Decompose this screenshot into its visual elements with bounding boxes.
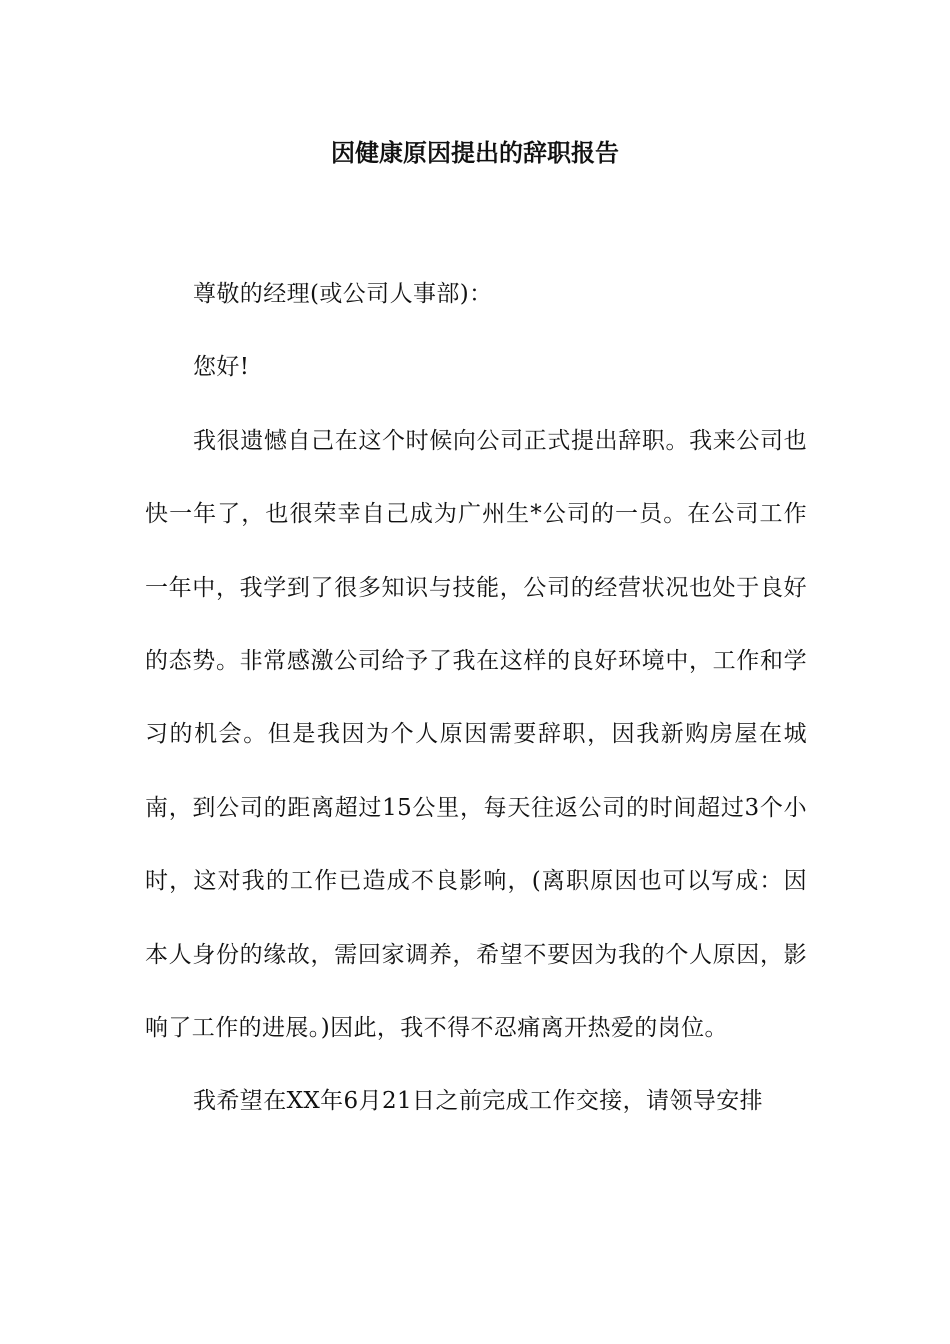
body-paragraph: 我很遗憾自己在这个时候向公司正式提出辞职。我来公司也快一年了，也很荣幸自己成为广州生*公司的一员。在公司工作一年中，我学到了很多知识与技能，公司的经营状况也处于良好的态势。非常感激公司给予了我在这样的良好环境中，工作和学习的机会。但是我因为个人原因需要辞职，因我新购房屋在城南，到公司的距离超过15公里，每天往返公司的时间超过3个小时，这对我的工作已造成不良影响，(离职原因也可以写成：因本人身份的缘故，需回家调养，希望不要因为我的个人原因，影响了工作的进展。)因此，我不得不忍痛离开热爱的岗位。 [145, 427, 807, 1042]
body-paragraph: 我希望在XX年6月21日之前完成工作交接，请领导安排 [193, 1088, 764, 1115]
document-title: 因健康原因提出的辞职报告 [331, 139, 619, 167]
document-body [145, 258, 807, 1139]
greeting: 您好! [193, 354, 250, 381]
salutation: 尊敬的经理(或公司人事部)： [193, 281, 493, 307]
